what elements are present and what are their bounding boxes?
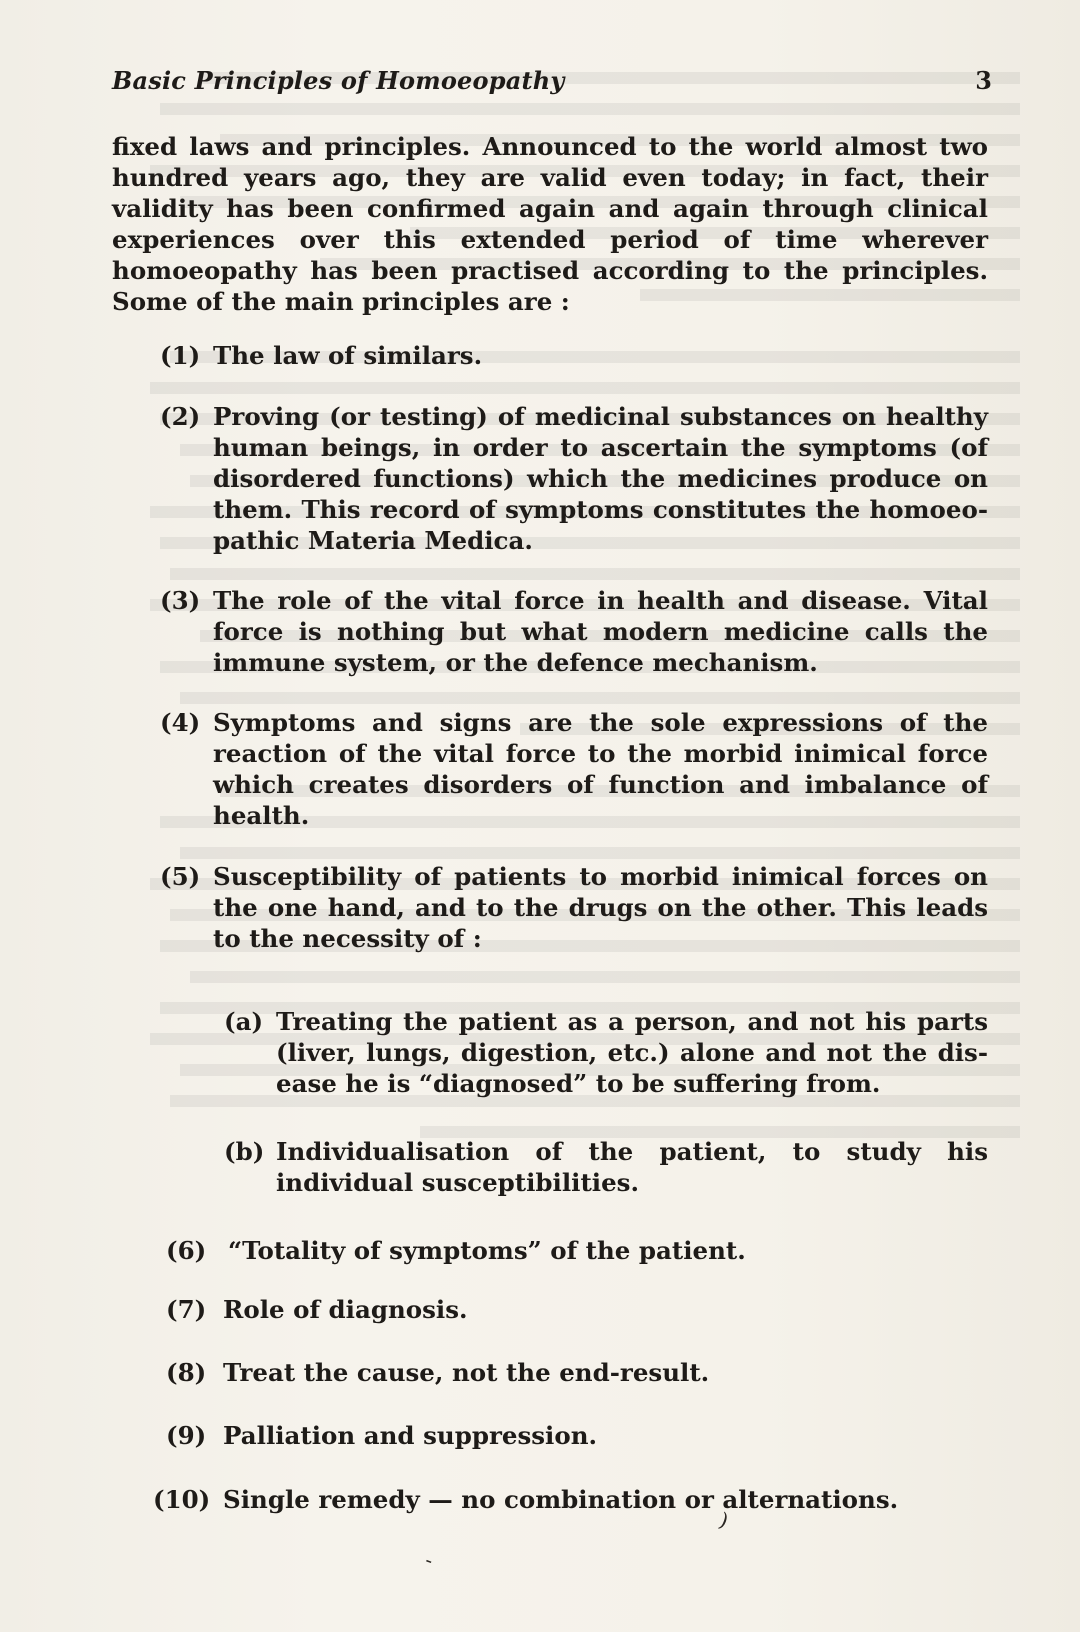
intro-paragraph: fixed laws and principles. Announced to the world almost two hundred years ago, they are valid even today; in fact, their validity has been confirmed again and again through clinical experiences over this extended period of time wherever homoeopathy has been practised according to the principles. Some of the main principles are : [112,132,988,316]
principle-item [153,1484,988,1515]
principle-item [166,1294,988,1325]
item-number: (9) [166,1421,207,1450]
item-text: Proving (or testing) of medicinal substances on healthy human beings, in order to ascertain the symptoms (of disordered functions) which the medicines produce on them. This record of symptoms constitutes the homoeopathic Materia Medica. [213,402,988,555]
principle-item [160,707,988,831]
item-text: The role of the vital force in health and disease. Vital force is nothing but what modern medicine calls the immune system, or the defence mechanism. [213,586,988,677]
sub-item [224,1136,988,1198]
item-text: Susceptibility of patients to morbid inimical forces on the one hand, and to the drugs on the other. This leads to the necessity of : [213,862,988,953]
principle-item [166,1235,988,1266]
item-text: Palliation and suppression. [223,1421,598,1450]
item-letter: (a) [224,1007,264,1036]
item-number: (1) [160,341,201,370]
item-letter: (b) [224,1137,265,1166]
item-number: (10) [153,1485,211,1514]
stray-ink-mark: - [422,1547,437,1573]
sub-item [224,1006,988,1099]
item-text: The law of similars. [213,341,483,370]
item-text: Single remedy — no combination or alternations. [223,1485,899,1514]
principle-item [160,861,988,954]
item-text: Role of diagnosis. [223,1295,468,1324]
principle-item [166,1420,988,1451]
principle-item [166,1357,988,1388]
item-number: (7) [166,1295,207,1324]
principle-item [160,401,988,556]
item-number: (4) [160,708,201,737]
item-number: (2) [160,402,201,431]
item-text: Symptoms and signs are the sole expressions of the reaction of the vital force to the morbid inimical force which creates disorders of function and imbalance of health. [213,708,988,830]
principle-item [160,340,988,371]
item-text: “Totality of symptoms” of the patient. [228,1236,746,1265]
running-title: Basic Principles of Homoeopathy [112,66,565,95]
running-header [112,66,992,106]
item-text: Treat the cause, not the end-result. [223,1358,710,1387]
item-text: Individualisation of the patient, to study his individual susceptibilities. [276,1137,988,1197]
item-number: (8) [166,1358,207,1387]
stray-ink-mark: ) [716,1507,732,1533]
item-number: (5) [160,862,201,891]
item-number: (6) [166,1236,207,1265]
page-number: 3 [975,66,992,95]
principle-item [160,585,988,678]
item-text: Treating the patient as a person, and not his parts (liver, lungs, digestion, etc.) alone and not the disease he is “diagnosed” to be suffering from. [276,1007,988,1098]
item-number: (3) [160,586,201,615]
